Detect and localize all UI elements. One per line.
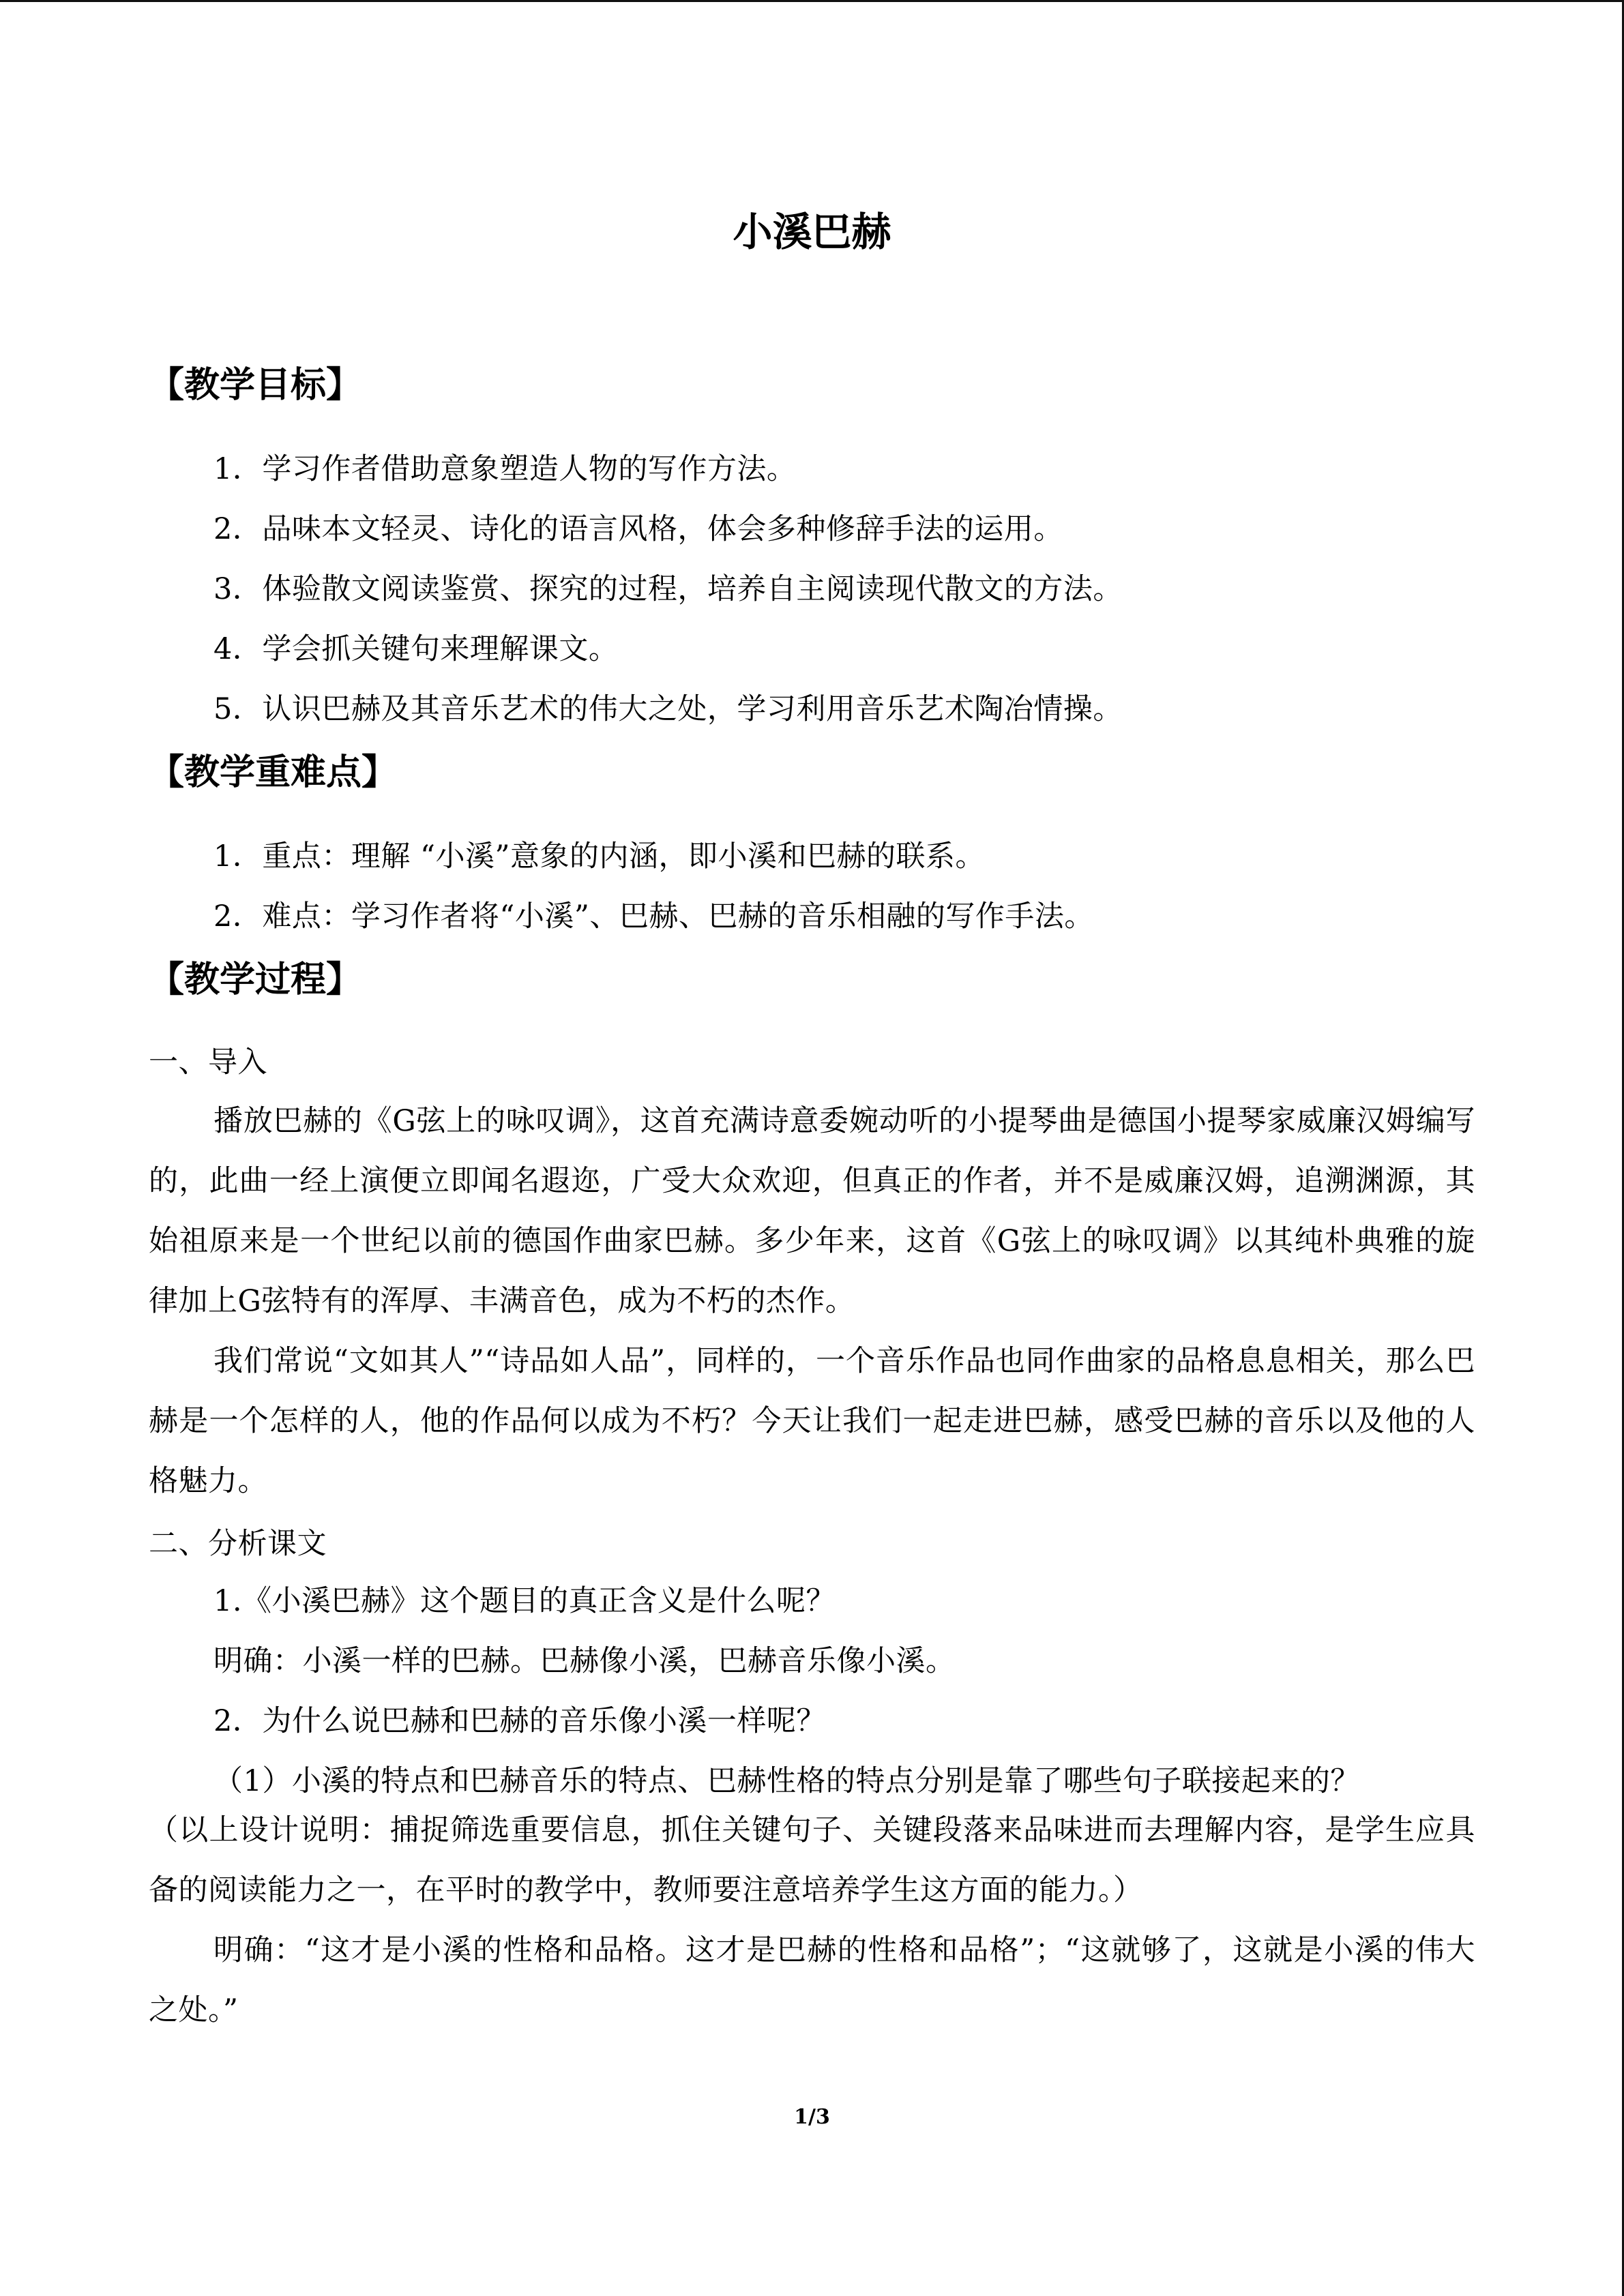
question-1: 1.《小溪巴赫》这个题目的真正含义是什么呢？ (213, 1584, 836, 1618)
answer-1: 明确：小溪一样的巴赫。巴赫像小溪，巴赫音乐像小溪。 (213, 1644, 956, 1678)
page-top-border (0, 0, 1624, 2)
intro-paragraph-2: 我们常说“文如其人”“诗品如人品”，同样的，一个音乐作品也同作曲家的品格息息相关，那么巴赫是一个怎样的人，他的作品何以成为不朽？今天让我们一起走进巴赫，感受巴赫的音乐以及他的人格魅力。 (149, 1344, 1475, 1498)
answer-2: 明确：“这才是小溪的性格和品格。这才是巴赫的性格和品格”；“这就够了，这就是小溪的伟大之处。” (149, 1933, 1475, 2027)
goal-item: 2．品味本文轻灵、诗化的语言风格，体会多种修辞手法的运用。 (213, 512, 1063, 546)
intro-paragraph-1: 播放巴赫的《G弦上的咏叹调》，这首充满诗意委婉动听的小提琴曲是德国小提琴家威廉汉姆编写的，此曲一经上演便立即闻名遐迩，广受大众欢迎，但真正的作者，并不是威廉汉姆，追溯渊源，其始祖原来是一个世纪以前的德国作曲家巴赫。多少年来，这首《G弦上的咏叹调》以其纯朴典雅的旋律加上G弦特有的浑厚、丰满音色，成为不朽的杰作。 (149, 1104, 1475, 1318)
goal-item: 5．认识巴赫及其音乐艺术的伟大之处，学习利用音乐艺术陶冶情操。 (213, 692, 1123, 726)
keypoint-item: 2．难点：学习作者将“小溪”、巴赫、巴赫的音乐相融的写作手法。 (213, 899, 1094, 934)
page-number: 1/3 (794, 2105, 830, 2129)
goal-item: 3．体验散文阅读鉴赏、探究的过程，培养自主阅读现代散文的方法。 (213, 572, 1123, 606)
process-heading: 【教学过程】 (149, 959, 362, 1000)
goals-heading: 【教学目标】 (149, 365, 362, 406)
question-2: 2．为什么说巴赫和巴赫的音乐像小溪一样呢？ (213, 1704, 826, 1738)
keypoint-item: 1．重点：理解 “小溪”意象的内涵，即小溪和巴赫的联系。 (213, 839, 985, 874)
goal-item: 1．学习作者借助意象塑造人物的写作方法。 (213, 452, 797, 486)
design-note: （以上设计说明：捕捉筛选重要信息，抓住关键句子、关键段落来品味进而去理解内容，是学生应具备的阅读能力之一，在平时的教学中，教师要注意培养学生这方面的能力。） (149, 1813, 1475, 1907)
section-title-analysis: 二、分析课文 (149, 1527, 327, 1561)
goal-item: 4．学会抓关键句来理解课文。 (213, 632, 619, 666)
document-title: 小溪巴赫 (733, 209, 891, 255)
section-title-intro: 一、导入 (149, 1045, 267, 1079)
question-2-sub: （1）小溪的特点和巴赫音乐的特点、巴赫性格的特点分别是靠了哪些句子联接起来的？ (213, 1764, 1360, 1798)
keypoints-heading: 【教学重难点】 (149, 752, 398, 793)
